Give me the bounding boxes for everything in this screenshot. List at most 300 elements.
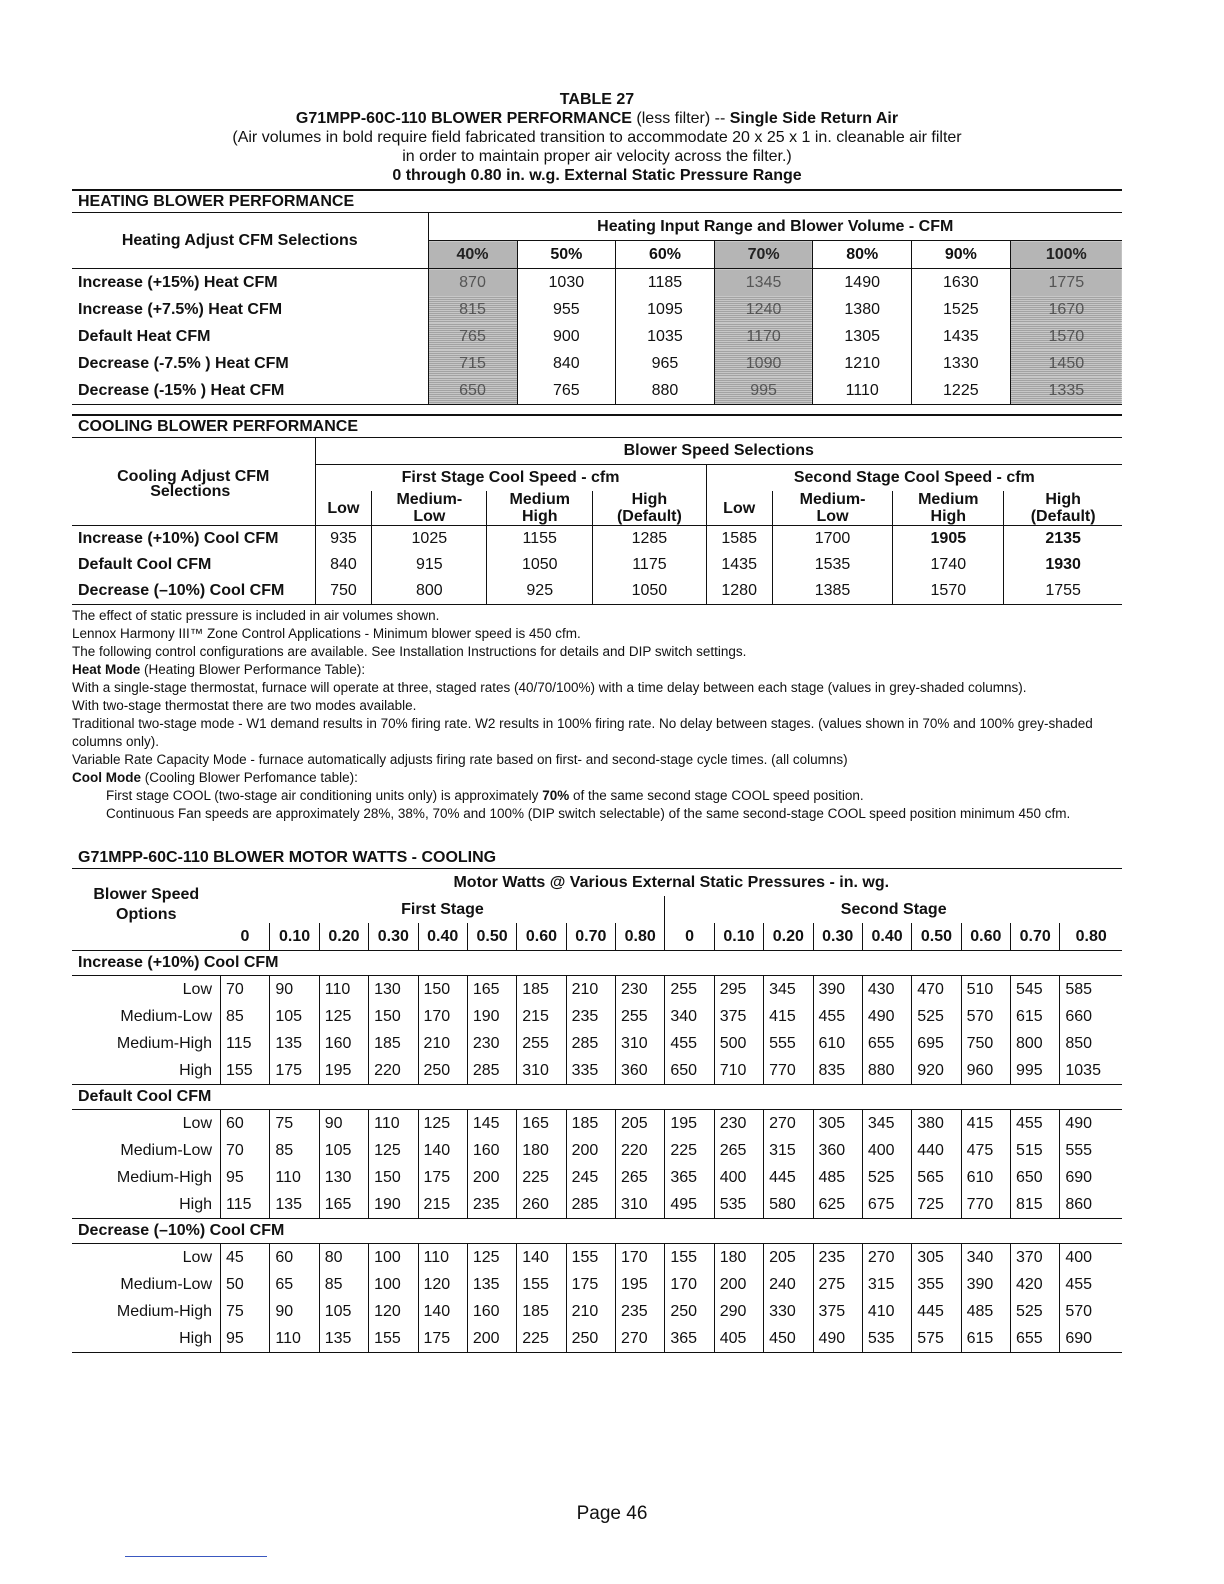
heating-cell: 1570 <box>1010 323 1122 350</box>
watts-cell: 105 <box>319 1298 368 1325</box>
watts-cell: 165 <box>467 976 516 1004</box>
heating-row-label: Increase (+15%) Heat CFM <box>78 273 278 291</box>
heating-row-label: Decrease (-7.5% ) Heat CFM <box>78 354 289 372</box>
watts-cell: 330 <box>764 1298 813 1325</box>
watts-cell: 175 <box>418 1325 467 1353</box>
watts-cell: 655 <box>862 1030 911 1057</box>
cooling-row-label: Increase (+10%) Cool CFM <box>78 530 279 547</box>
table-note-2: in order to maintain proper air velocity across the filter.) <box>402 148 792 165</box>
watts-cell: 215 <box>517 1003 566 1030</box>
pressure-header: 0.80 <box>1060 923 1122 951</box>
speed-line-2: (Default) <box>616 508 682 525</box>
cooling-cell: 1755 <box>1004 578 1122 605</box>
watts-cell: 725 <box>912 1191 961 1219</box>
cooling-cell: 1155 <box>487 526 593 553</box>
watts-cell: 120 <box>369 1298 418 1325</box>
cooling-speed-header <box>593 491 706 526</box>
watts-cell: 270 <box>616 1325 665 1353</box>
watts-cell: 555 <box>1060 1137 1122 1164</box>
heating-col-header: 40% <box>428 241 517 269</box>
watts-cell: 710 <box>714 1057 763 1085</box>
watts-cell: 415 <box>764 1003 813 1030</box>
watts-cell: 210 <box>566 1298 615 1325</box>
watts-row <box>72 1137 1122 1164</box>
cooling-cell: 1175 <box>593 552 706 578</box>
heating-cell: 1185 <box>616 269 715 297</box>
watts-cell: 260 <box>517 1191 566 1219</box>
speed-line-2: High <box>930 508 967 525</box>
heating-col-header: 100% <box>1010 241 1122 269</box>
heating-body <box>72 269 1122 405</box>
heating-cell: 1225 <box>912 377 1011 405</box>
watts-cell: 170 <box>616 1244 665 1272</box>
note: The effect of static pressure is included in air volumes shown. <box>72 608 440 623</box>
watts-row <box>72 1030 1122 1057</box>
pressure-header: 0.60 <box>961 923 1010 951</box>
watts-cell: 165 <box>319 1191 368 1219</box>
heating-cell: 765 <box>428 323 517 350</box>
watts-row <box>72 1271 1122 1298</box>
cooling-cell: 1570 <box>893 578 1004 605</box>
watts-cell: 175 <box>418 1164 467 1191</box>
watts-row-label: Medium-Low <box>120 1141 212 1159</box>
heating-cell: 765 <box>517 377 616 405</box>
heating-row <box>72 323 1122 350</box>
watts-cell: 430 <box>862 976 911 1004</box>
watts-cell: 615 <box>1011 1003 1060 1030</box>
heating-cell: 1525 <box>912 296 1011 323</box>
watts-cell: 215 <box>418 1191 467 1219</box>
pressure-header: 0.40 <box>862 923 911 951</box>
watts-cell: 580 <box>764 1191 813 1219</box>
watts-cell: 160 <box>467 1298 516 1325</box>
watts-cell: 125 <box>418 1110 467 1138</box>
watts-cell: 185 <box>369 1030 418 1057</box>
watts-cell: 400 <box>1060 1244 1122 1272</box>
watts-row-label: High <box>179 1061 212 1079</box>
watts-cell: 445 <box>912 1298 961 1325</box>
heating-row <box>72 377 1122 405</box>
watts-cell: 195 <box>319 1057 368 1085</box>
watts-cell: 85 <box>221 1003 270 1030</box>
watts-table <box>72 869 1122 1353</box>
watts-cell: 110 <box>270 1325 319 1353</box>
watts-cell: 835 <box>813 1057 862 1085</box>
cooling-section-title: COOLING BLOWER PERFORMANCE <box>72 414 1122 438</box>
heating-cell: 1210 <box>813 350 912 377</box>
heating-group-header: Heating Input Range and Blower Volume - CFM <box>428 213 1122 241</box>
watts-cell: 200 <box>714 1271 763 1298</box>
watts-cell: 190 <box>467 1003 516 1030</box>
watts-cell: 90 <box>270 1298 319 1325</box>
watts-row-label: Medium-Low <box>120 1007 212 1025</box>
cooling-row-header: Cooling Adjust CFM Selections <box>117 467 270 500</box>
watts-cell: 175 <box>566 1271 615 1298</box>
cooling-cell: 935 <box>315 526 372 553</box>
watts-cell: 205 <box>616 1110 665 1138</box>
note: Lennox Harmony III™ Zone Control Applications - Minimum blower speed is 450 cfm. <box>72 626 581 641</box>
watts-cell: 235 <box>467 1191 516 1219</box>
watts-cell: 305 <box>813 1110 862 1138</box>
watts-cell: 125 <box>319 1003 368 1030</box>
watts-row <box>72 1325 1122 1353</box>
watts-cell: 510 <box>961 976 1010 1004</box>
cooling-row <box>72 526 1122 553</box>
watts-cell: 365 <box>665 1164 714 1191</box>
watts-cell: 375 <box>714 1003 763 1030</box>
watts-cell: 285 <box>566 1191 615 1219</box>
watts-cell: 455 <box>1011 1110 1060 1138</box>
watts-cell: 655 <box>1011 1325 1060 1353</box>
watts-row <box>72 1164 1122 1191</box>
watts-cell: 265 <box>616 1164 665 1191</box>
watts-cell: 160 <box>319 1030 368 1057</box>
watts-cell: 130 <box>369 976 418 1004</box>
watts-row <box>72 1003 1122 1030</box>
heating-cell: 1095 <box>616 296 715 323</box>
watts-cell: 190 <box>369 1191 418 1219</box>
watts-row-label: High <box>179 1329 212 1347</box>
pressure-header: 0.60 <box>517 923 566 951</box>
cooling-speed-header <box>1004 491 1122 526</box>
watts-cell: 245 <box>566 1164 615 1191</box>
watts-cell: 270 <box>764 1110 813 1138</box>
watts-cell: 660 <box>1060 1003 1122 1030</box>
watts-cell: 200 <box>467 1164 516 1191</box>
cooling-cell: 750 <box>315 578 372 605</box>
watts-cell: 490 <box>862 1003 911 1030</box>
table-header <box>72 90 1122 185</box>
watts-cell: 140 <box>418 1298 467 1325</box>
heating-cell: 650 <box>428 377 517 405</box>
watts-cell: 95 <box>221 1164 270 1191</box>
watts-cell: 770 <box>961 1191 1010 1219</box>
watts-cell: 70 <box>221 1137 270 1164</box>
watts-cell: 265 <box>714 1137 763 1164</box>
heating-col-header: 60% <box>616 241 715 269</box>
note: Heat Mode (Heating Blower Performance Table): <box>72 662 366 677</box>
watts-cell: 690 <box>1060 1325 1122 1353</box>
watts-cell: 535 <box>714 1191 763 1219</box>
watts-cell: 135 <box>319 1325 368 1353</box>
heating-row-label: Increase (+7.5%) Heat CFM <box>78 300 283 318</box>
watts-cell: 445 <box>764 1164 813 1191</box>
watts-cell: 610 <box>813 1030 862 1057</box>
cooling-row <box>72 552 1122 578</box>
watts-cell: 250 <box>418 1057 467 1085</box>
cooling-speed-header <box>706 491 772 526</box>
watts-cell: 800 <box>1011 1030 1060 1057</box>
watts-cell: 750 <box>961 1030 1010 1057</box>
cooling-cell: 1740 <box>893 552 1004 578</box>
watts-row-label: Low <box>182 1248 212 1266</box>
document-page <box>72 90 1122 1353</box>
heating-table <box>72 213 1122 405</box>
cooling-cell: 1535 <box>772 552 893 578</box>
heating-col-header: 80% <box>813 241 912 269</box>
watts-cell: 420 <box>1011 1271 1060 1298</box>
watts-cell: 140 <box>517 1244 566 1272</box>
watts-cell: 160 <box>467 1137 516 1164</box>
footer-rule <box>125 1556 267 1557</box>
watts-cell: 355 <box>912 1271 961 1298</box>
watts-cell: 110 <box>418 1244 467 1272</box>
watts-cell: 920 <box>912 1057 961 1085</box>
watts-row-label: High <box>179 1195 212 1213</box>
heating-cell: 900 <box>517 323 616 350</box>
watts-cell: 220 <box>369 1057 418 1085</box>
watts-cell: 185 <box>517 1298 566 1325</box>
watts-cell: 340 <box>665 1003 714 1030</box>
heating-row <box>72 269 1122 297</box>
cooling-cell: 1435 <box>706 552 772 578</box>
pressure-header: 0.50 <box>467 923 516 951</box>
watts-cell: 100 <box>369 1244 418 1272</box>
watts-cell: 575 <box>912 1325 961 1353</box>
watts-row-label: Low <box>182 1114 212 1132</box>
watts-cell: 225 <box>517 1325 566 1353</box>
watts-cell: 205 <box>764 1244 813 1272</box>
cooling-speed-header <box>772 491 893 526</box>
speed-line-1: Medium- <box>396 491 463 508</box>
watts-cell: 650 <box>665 1057 714 1085</box>
watts-cell: 500 <box>714 1030 763 1057</box>
watts-cell: 240 <box>764 1271 813 1298</box>
watts-cell: 125 <box>467 1244 516 1272</box>
watts-cell: 880 <box>862 1057 911 1085</box>
speed-line-1: Low <box>723 499 756 517</box>
watts-cell: 400 <box>862 1137 911 1164</box>
watts-cell: 180 <box>714 1244 763 1272</box>
watts-cell: 370 <box>1011 1244 1060 1272</box>
note: Cool Mode (Cooling Blower Perfomance table): <box>72 770 358 785</box>
heating-cell: 1335 <box>1010 377 1122 405</box>
watts-cell: 90 <box>270 976 319 1004</box>
watts-row <box>72 1244 1122 1272</box>
watts-cell: 860 <box>1060 1191 1122 1219</box>
heating-col-header: 50% <box>517 241 616 269</box>
watts-cell: 210 <box>566 976 615 1004</box>
watts-cell: 360 <box>813 1137 862 1164</box>
cooling-group-header: Blower Speed Selections <box>315 438 1122 465</box>
watts-cell: 255 <box>616 1003 665 1030</box>
speed-line-1: Medium <box>509 491 570 508</box>
cooling-cell: 925 <box>487 578 593 605</box>
watts-cell: 150 <box>369 1164 418 1191</box>
pressure-header: 0.10 <box>270 923 319 951</box>
watts-cell: 490 <box>813 1325 862 1353</box>
watts-cell: 270 <box>862 1244 911 1272</box>
watts-cell: 400 <box>714 1164 763 1191</box>
watts-cell: 110 <box>369 1110 418 1138</box>
watts-cell: 235 <box>616 1298 665 1325</box>
watts-cell: 305 <box>912 1244 961 1272</box>
heating-cell: 965 <box>616 350 715 377</box>
watts-cell: 455 <box>813 1003 862 1030</box>
watts-cell: 200 <box>566 1137 615 1164</box>
watts-cell: 815 <box>1011 1191 1060 1219</box>
watts-cell: 455 <box>1060 1271 1122 1298</box>
pressure-header: 0.10 <box>714 923 763 951</box>
cooling-row-label: Decrease (–10%) Cool CFM <box>78 582 285 599</box>
watts-cell: 455 <box>665 1030 714 1057</box>
note: The following control configurations are available. See Installation Instructions for details and DIP switch settings. <box>72 644 747 659</box>
cooling-cell: 1050 <box>593 578 706 605</box>
watts-row-label: Medium-High <box>116 1034 212 1052</box>
heating-cell: 880 <box>616 377 715 405</box>
cooling-cell: 1930 <box>1004 552 1122 578</box>
cooling-cell: 2135 <box>1004 526 1122 553</box>
watts-cell: 525 <box>912 1003 961 1030</box>
note: With two-stage thermostat there are two modes available. <box>72 698 417 713</box>
table-title: G71MPP-60C-110 BLOWER PERFORMANCE (less filter) -- Single Side Return Air <box>295 110 899 127</box>
heating-row <box>72 296 1122 323</box>
watts-cell: 770 <box>764 1057 813 1085</box>
heating-cell: 1110 <box>813 377 912 405</box>
watts-cell: 135 <box>270 1030 319 1057</box>
pressure-header: 0.40 <box>418 923 467 951</box>
watts-body <box>72 951 1122 1353</box>
watts-cell: 155 <box>369 1325 418 1353</box>
heating-cell: 1630 <box>912 269 1011 297</box>
watts-cell: 130 <box>319 1164 368 1191</box>
watts-cell: 100 <box>369 1271 418 1298</box>
watts-cell: 960 <box>961 1057 1010 1085</box>
watts-cell: 180 <box>517 1137 566 1164</box>
note: With a single-stage thermostat, furnace will operate at three, staged rates (40/70/100%) with a time delay between each stage (values in grey-shaded columns). <box>72 680 1027 695</box>
watts-cell: 225 <box>517 1164 566 1191</box>
speed-line-1: High <box>631 491 668 508</box>
heating-cell: 1030 <box>517 269 616 297</box>
watts-cell: 485 <box>961 1298 1010 1325</box>
watts-cell: 235 <box>566 1003 615 1030</box>
watts-cell: 690 <box>1060 1164 1122 1191</box>
pressure-header: 0.20 <box>764 923 813 951</box>
heating-section-title: HEATING BLOWER PERFORMANCE <box>72 189 1122 213</box>
heating-cell: 1090 <box>714 350 813 377</box>
pressure-header: 0 <box>240 927 250 945</box>
heating-col-header: 70% <box>714 241 813 269</box>
watts-cell: 415 <box>961 1110 1010 1138</box>
watts-cell: 565 <box>912 1164 961 1191</box>
watts-cell: 1035 <box>1060 1057 1122 1085</box>
heating-row-header: Heating Adjust CFM Selections <box>121 231 358 249</box>
heating-row-label: Decrease (-15% ) Heat CFM <box>78 381 285 399</box>
pressure-header: 0.70 <box>566 923 615 951</box>
watts-cell: 675 <box>862 1191 911 1219</box>
watts-cell: 115 <box>221 1030 270 1057</box>
cooling-cell: 1280 <box>706 578 772 605</box>
watts-cell: 390 <box>813 976 862 1004</box>
watts-cell: 405 <box>714 1325 763 1353</box>
watts-cell: 255 <box>517 1030 566 1057</box>
watts-cell: 290 <box>714 1298 763 1325</box>
watts-cell: 525 <box>862 1164 911 1191</box>
watts-cell: 155 <box>665 1244 714 1272</box>
cooling-row <box>72 578 1122 605</box>
watts-cell: 135 <box>467 1271 516 1298</box>
watts-cell: 275 <box>813 1271 862 1298</box>
watts-cell: 60 <box>221 1110 270 1138</box>
watts-cell: 195 <box>616 1271 665 1298</box>
watts-cell: 285 <box>467 1057 516 1085</box>
heating-cell: 1240 <box>714 296 813 323</box>
cooling-cell: 800 <box>372 578 487 605</box>
pressure-header: 0.70 <box>1011 923 1060 951</box>
watts-cell: 555 <box>764 1030 813 1057</box>
watts-cell: 230 <box>467 1030 516 1057</box>
cooling-row-label: Default Cool CFM <box>78 556 212 573</box>
watts-cell: 95 <box>221 1325 270 1353</box>
cooling-speed-header <box>893 491 1004 526</box>
watts-group-label: Decrease (–10%) Cool CFM <box>72 1219 1122 1244</box>
watts-cell: 80 <box>319 1244 368 1272</box>
speed-line-1: Medium <box>918 491 979 508</box>
watts-cell: 525 <box>1011 1298 1060 1325</box>
speed-line-2: (Default) <box>1030 508 1096 525</box>
watts-cell: 285 <box>566 1030 615 1057</box>
watts-cell: 235 <box>813 1244 862 1272</box>
watts-cell: 125 <box>369 1137 418 1164</box>
watts-cell: 170 <box>665 1271 714 1298</box>
cooling-cell: 915 <box>372 552 487 578</box>
watts-cell: 225 <box>665 1137 714 1164</box>
watts-cell: 255 <box>665 976 714 1004</box>
watts-cell: 515 <box>1011 1137 1060 1164</box>
watts-cell: 570 <box>961 1003 1010 1030</box>
cooling-table <box>72 438 1122 605</box>
cooling-body <box>72 526 1122 605</box>
note: Variable Rate Capacity Mode - furnace automatically adjusts firing rate based on first- and second-stage cycle times. (all columns) <box>72 752 848 767</box>
cooling-cell: 1385 <box>772 578 893 605</box>
heating-row-label: Default Heat CFM <box>78 327 211 345</box>
watts-cell: 615 <box>961 1325 1010 1353</box>
heating-cell: 1775 <box>1010 269 1122 297</box>
watts-second-stage: Second Stage <box>840 900 947 918</box>
heating-cell: 1435 <box>912 323 1011 350</box>
heating-cell: 870 <box>428 269 517 297</box>
watts-cell: 475 <box>961 1137 1010 1164</box>
heating-cell: 1330 <box>912 350 1011 377</box>
cooling-speed-header <box>315 491 372 526</box>
heating-cell: 1345 <box>714 269 813 297</box>
watts-cell: 115 <box>221 1191 270 1219</box>
watts-cell: 185 <box>566 1110 615 1138</box>
watts-cell: 250 <box>665 1298 714 1325</box>
watts-cell: 70 <box>221 976 270 1004</box>
pressure-header: 0.50 <box>912 923 961 951</box>
pressure-range: 0 through 0.80 in. w.g. External Static Pressure Range <box>392 167 802 184</box>
watts-cell: 850 <box>1060 1030 1122 1057</box>
watts-cell: 210 <box>418 1030 467 1057</box>
watts-cell: 295 <box>714 976 763 1004</box>
watts-cell: 165 <box>517 1110 566 1138</box>
watts-cell: 495 <box>665 1191 714 1219</box>
heating-cell: 995 <box>714 377 813 405</box>
watts-cell: 535 <box>862 1325 911 1353</box>
watts-cell: 175 <box>270 1057 319 1085</box>
watts-cell: 155 <box>566 1244 615 1272</box>
watts-cell: 90 <box>319 1110 368 1138</box>
watts-group-row <box>72 1085 1122 1110</box>
notes <box>72 607 1122 823</box>
watts-section-title: G71MPP-60C-110 BLOWER MOTOR WATTS - COOLING <box>72 849 1122 869</box>
watts-cell: 65 <box>270 1271 319 1298</box>
watts-cell: 650 <box>1011 1164 1060 1191</box>
watts-cell: 145 <box>467 1110 516 1138</box>
heating-cell: 1670 <box>1010 296 1122 323</box>
page-number: Page 46 <box>576 1503 648 1524</box>
